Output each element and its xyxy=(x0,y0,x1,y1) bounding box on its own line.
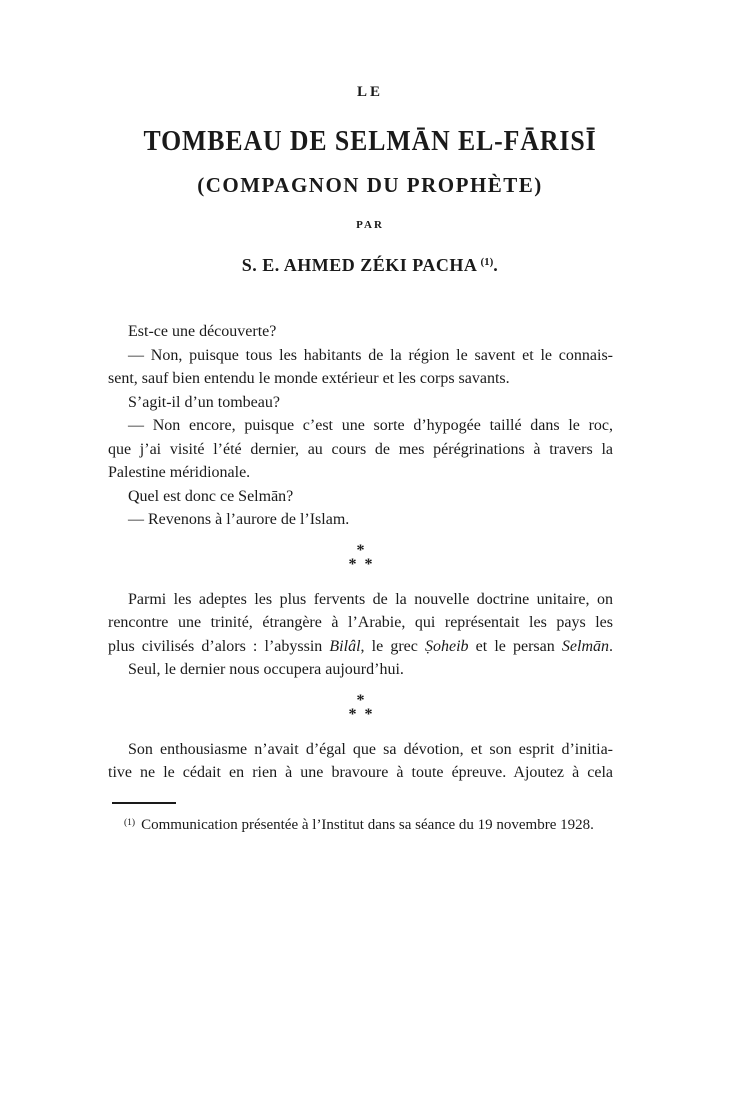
article-header xyxy=(0,0,740,275)
author-name: S. E. AHMED ZÉKI PACHA xyxy=(241,255,478,275)
text-segment: — Non, puisque tous les habitants de la région le savent et le connais- xyxy=(128,346,613,364)
asterisk-pair-icon: * * xyxy=(348,555,373,573)
footnote-rule xyxy=(112,802,176,804)
text-segment: Parmi les adeptes les plus fervents de la nouvelle doctrine unitaire, on xyxy=(128,590,613,608)
footnote-section xyxy=(110,802,740,835)
text-line xyxy=(108,438,613,462)
italic-term: Selmān xyxy=(561,637,610,655)
text-line xyxy=(108,588,613,612)
text-segment: plus civilisés d’alors : l’abyssin xyxy=(108,637,330,655)
asterism-divider xyxy=(108,691,613,723)
text-segment: rencontre une trinité, étrangère à l’Arabie, qui représentait les pays les xyxy=(108,614,613,631)
asterism-divider xyxy=(108,541,613,573)
text-line xyxy=(108,391,613,415)
text-line xyxy=(108,367,613,391)
text-line xyxy=(108,611,613,635)
text-line xyxy=(108,461,613,485)
asterisk-icon: * xyxy=(356,541,365,559)
footnote-text: Communication présentée à l’Institut dans sa séance du 19 novembre 1928. xyxy=(141,816,594,833)
text-segment: Palestine méridionale. xyxy=(108,464,251,481)
text-segment: Est-ce une découverte? xyxy=(128,323,277,340)
text-segment: que j’ai visité l’été dernier, au cours de mes pérégrinations à travers la xyxy=(108,440,613,458)
text-segment: Quel est donc ce Selmān? xyxy=(128,487,294,505)
article-subtitle: (COMPAGNON DU PROPHÈTE) xyxy=(197,173,543,197)
article-body xyxy=(108,320,613,785)
asterisk-pair-icon: * * xyxy=(348,705,373,723)
italic-term: Ṣoheib xyxy=(424,637,469,655)
text-segment: et le persan xyxy=(468,637,562,655)
text-line xyxy=(108,344,613,368)
footnote-ref: (1) xyxy=(480,256,494,268)
text-segment: , le grec xyxy=(360,637,425,655)
text-segment: Son enthousiasme n’avait d’égal que sa dévotion, et son esprit d’initia- xyxy=(128,740,613,758)
asterisk-icon: * xyxy=(356,691,365,709)
text-line xyxy=(108,635,613,659)
byline-par: PAR xyxy=(356,219,384,231)
text-line xyxy=(108,414,613,438)
text-line xyxy=(108,485,613,509)
footnote-line xyxy=(110,813,615,835)
author-period: . xyxy=(493,255,499,275)
text-line xyxy=(108,658,613,682)
italic-term: Bilâl xyxy=(329,637,361,655)
text-line xyxy=(108,738,613,762)
footnote-marker: (1) xyxy=(124,817,136,828)
article-title: TOMBEAU DE SELMĀN EL-FĀRISĪ xyxy=(143,126,597,157)
text-segment: Seul, le dernier nous occupera aujourd’hui. xyxy=(128,661,404,678)
text-segment: — Non encore, puisque c’est une sorte d’hypogée taillé dans le roc, xyxy=(128,417,613,434)
text-segment: sent, sauf bien entendu le monde extérieur et les corps savants. xyxy=(108,370,510,387)
article-kicker: LE xyxy=(356,84,383,100)
text-segment: S’agit-il d’un tombeau? xyxy=(128,393,280,411)
text-segment: tive ne le cédait en rien à une bravoure à toute épreuve. Ajoutez à cela xyxy=(108,764,613,781)
author-line xyxy=(0,252,740,275)
text-line xyxy=(108,508,613,532)
text-segment: — Revenons à l’aurore de l’Islam. xyxy=(128,511,350,528)
text-segment: . xyxy=(609,637,613,655)
text-line xyxy=(108,320,613,344)
text-line xyxy=(108,761,613,785)
